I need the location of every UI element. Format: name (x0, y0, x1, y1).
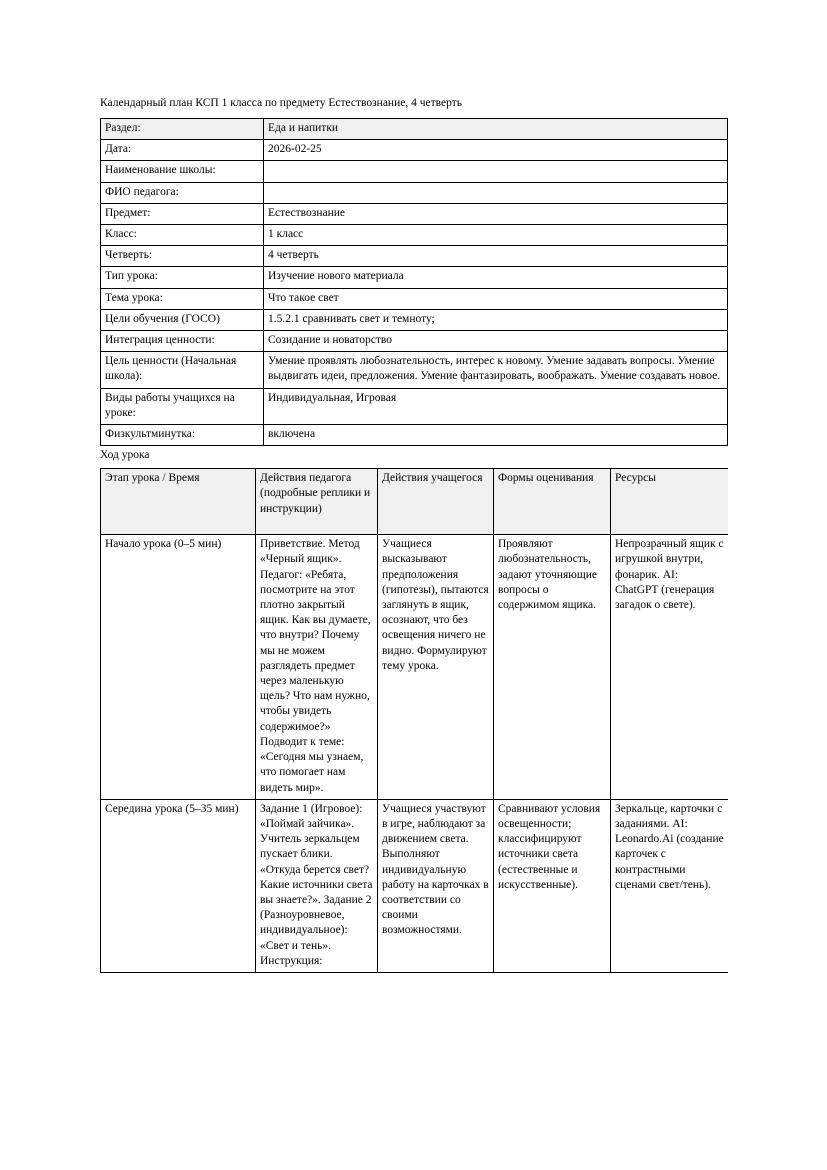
info-label: Предмет: (101, 203, 264, 224)
info-value: Что такое свет (264, 288, 728, 309)
info-label: Дата: (101, 140, 264, 161)
info-value: Изучение нового материала (264, 267, 728, 288)
cell-teacher-actions (256, 535, 378, 799)
cell-teacher-actions (256, 799, 378, 972)
info-value: Естествознание (264, 203, 728, 224)
cell-student-actions (378, 799, 494, 972)
info-value: Умение проявлять любознательность, интерес к новому. Умение задавать вопросы. Умение выдвигать идеи, предложения. Умение фантазировать, воображать. Умение создавать новое. (264, 352, 728, 388)
stage-text: Начало урока (0–5 мин) (105, 538, 222, 551)
cell-student-actions (378, 535, 494, 799)
info-value: 1 класс (264, 225, 728, 246)
flow-table-body (101, 535, 729, 973)
table-row (101, 225, 728, 246)
table-row (101, 425, 728, 446)
cell-assessment-forms (494, 799, 611, 972)
info-label: Виды работы учащихся на уроке: (101, 388, 264, 424)
cell-resources (611, 535, 729, 799)
info-label: Интеграция ценности: (101, 331, 264, 352)
table-row (101, 182, 728, 203)
flow-section-caption: Ход урока (100, 449, 150, 462)
info-value (264, 161, 728, 182)
info-label: Цель ценности (Начальная школа): (101, 352, 264, 388)
student-actions-text: Учащиеся участвуют в игре, наблюдают за движением света. Выполняют индивидуальную работу на карточках в соответствии со своими возможностями. (382, 802, 492, 937)
lesson-flow-table (100, 468, 728, 973)
info-label: ФИО педагога: (101, 182, 264, 203)
page-content (100, 96, 728, 1120)
table-row (101, 161, 728, 182)
column-header-student-actions: Действия учащегося (378, 469, 494, 535)
table-row (101, 331, 728, 352)
lesson-info-table (100, 118, 728, 446)
assessment-text: Проявляют любознательность, задают уточняющие вопросы о содержимом ящика. (498, 538, 600, 612)
cell-stage (101, 535, 256, 799)
stage-text: Середина урока (5–35 мин) (105, 802, 239, 815)
info-label: Цели обучения (ГОСО) (101, 309, 264, 330)
table-row (101, 309, 728, 330)
info-value: Еда и напитки (264, 119, 728, 140)
table-row (101, 246, 728, 267)
info-label: Тема урока: (101, 288, 264, 309)
cell-resources (611, 799, 729, 972)
table-row (101, 388, 728, 424)
lesson-info-body (101, 119, 728, 446)
page-title: Календарный план КСП 1 класса по предмету Естествознание, 4 четверть (100, 97, 462, 109)
table-row (101, 352, 728, 388)
table-row (101, 140, 728, 161)
info-value: 1.5.2.1 сравнивать свет и темноту; (264, 309, 728, 330)
teacher-actions-text: Задание 1 (Игровое): «Поймай зайчика». Учитель зеркальцем пускает блики. «Откуда берется свет? Какие источники света вы знаете?». Задание 2 (Разноуровневое, индивидуальное): «Свет и тень». Инструкция: (260, 802, 376, 967)
flow-table-clip (100, 468, 728, 1120)
resources-text: Непрозрачный ящик с игрушкой внутри, фонарик. AI: ChatGPT (генерация загадок о свете). (615, 538, 727, 612)
table-row (101, 288, 728, 309)
info-label: Физкультминутка: (101, 425, 264, 446)
table-row (101, 535, 729, 799)
info-label: Четверть: (101, 246, 264, 267)
teacher-actions-text: Приветствие. Метод «Черный ящик». Педагог: «Ребята, посмотрите на этот плотно закрытый ящик. Как вы думаете, что внутри? Почему мы не можем разглядеть предмет через маленькую щель? Что нам нужно, чтобы увидеть содержимое?» Подводит к теме: «Сегодня мы узнаем, что помогает нам видеть мир». (260, 538, 374, 794)
info-label: Раздел: (101, 119, 264, 140)
info-label: Наименование школы: (101, 161, 264, 182)
column-header-resources: Ресурсы (611, 469, 729, 535)
flow-header-row (101, 469, 729, 535)
table-row (101, 203, 728, 224)
info-label: Тип урока: (101, 267, 264, 288)
info-value: 2026-02-25 (264, 140, 728, 161)
table-row (101, 267, 728, 288)
flow-table-head (101, 469, 729, 535)
assessment-text: Сравнивают условия освещенности; классифицируют источники света (естественные и искусственные). (498, 802, 604, 891)
column-header-stage: Этап урока / Время (101, 469, 256, 535)
cell-assessment-forms (494, 535, 611, 799)
info-value: Индивидуальная, Игровая (264, 388, 728, 424)
info-label: Класс: (101, 225, 264, 246)
column-header-assessment-forms: Формы оценивания (494, 469, 611, 535)
cell-stage (101, 799, 256, 972)
info-value: 4 четверть (264, 246, 728, 267)
student-actions-text: Учащиеся высказывают предположения (гипотезы), пытаются заглянуть в ящик, осознают, что без освещения ничего не видно. Формулируют тему урока. (382, 538, 492, 672)
info-value: Созидание и новаторство (264, 331, 728, 352)
table-row (101, 119, 728, 140)
resources-text: Зеркальце, карточки с заданиями. AI: Leonardo.Ai (создание карточек с контрастными сценами свет/тень). (615, 802, 727, 891)
info-value (264, 182, 728, 203)
table-row (101, 799, 729, 972)
column-header-teacher-actions: Действия педагога (подробные реплики и инструкции) (256, 469, 378, 535)
info-value: включена (264, 425, 728, 446)
